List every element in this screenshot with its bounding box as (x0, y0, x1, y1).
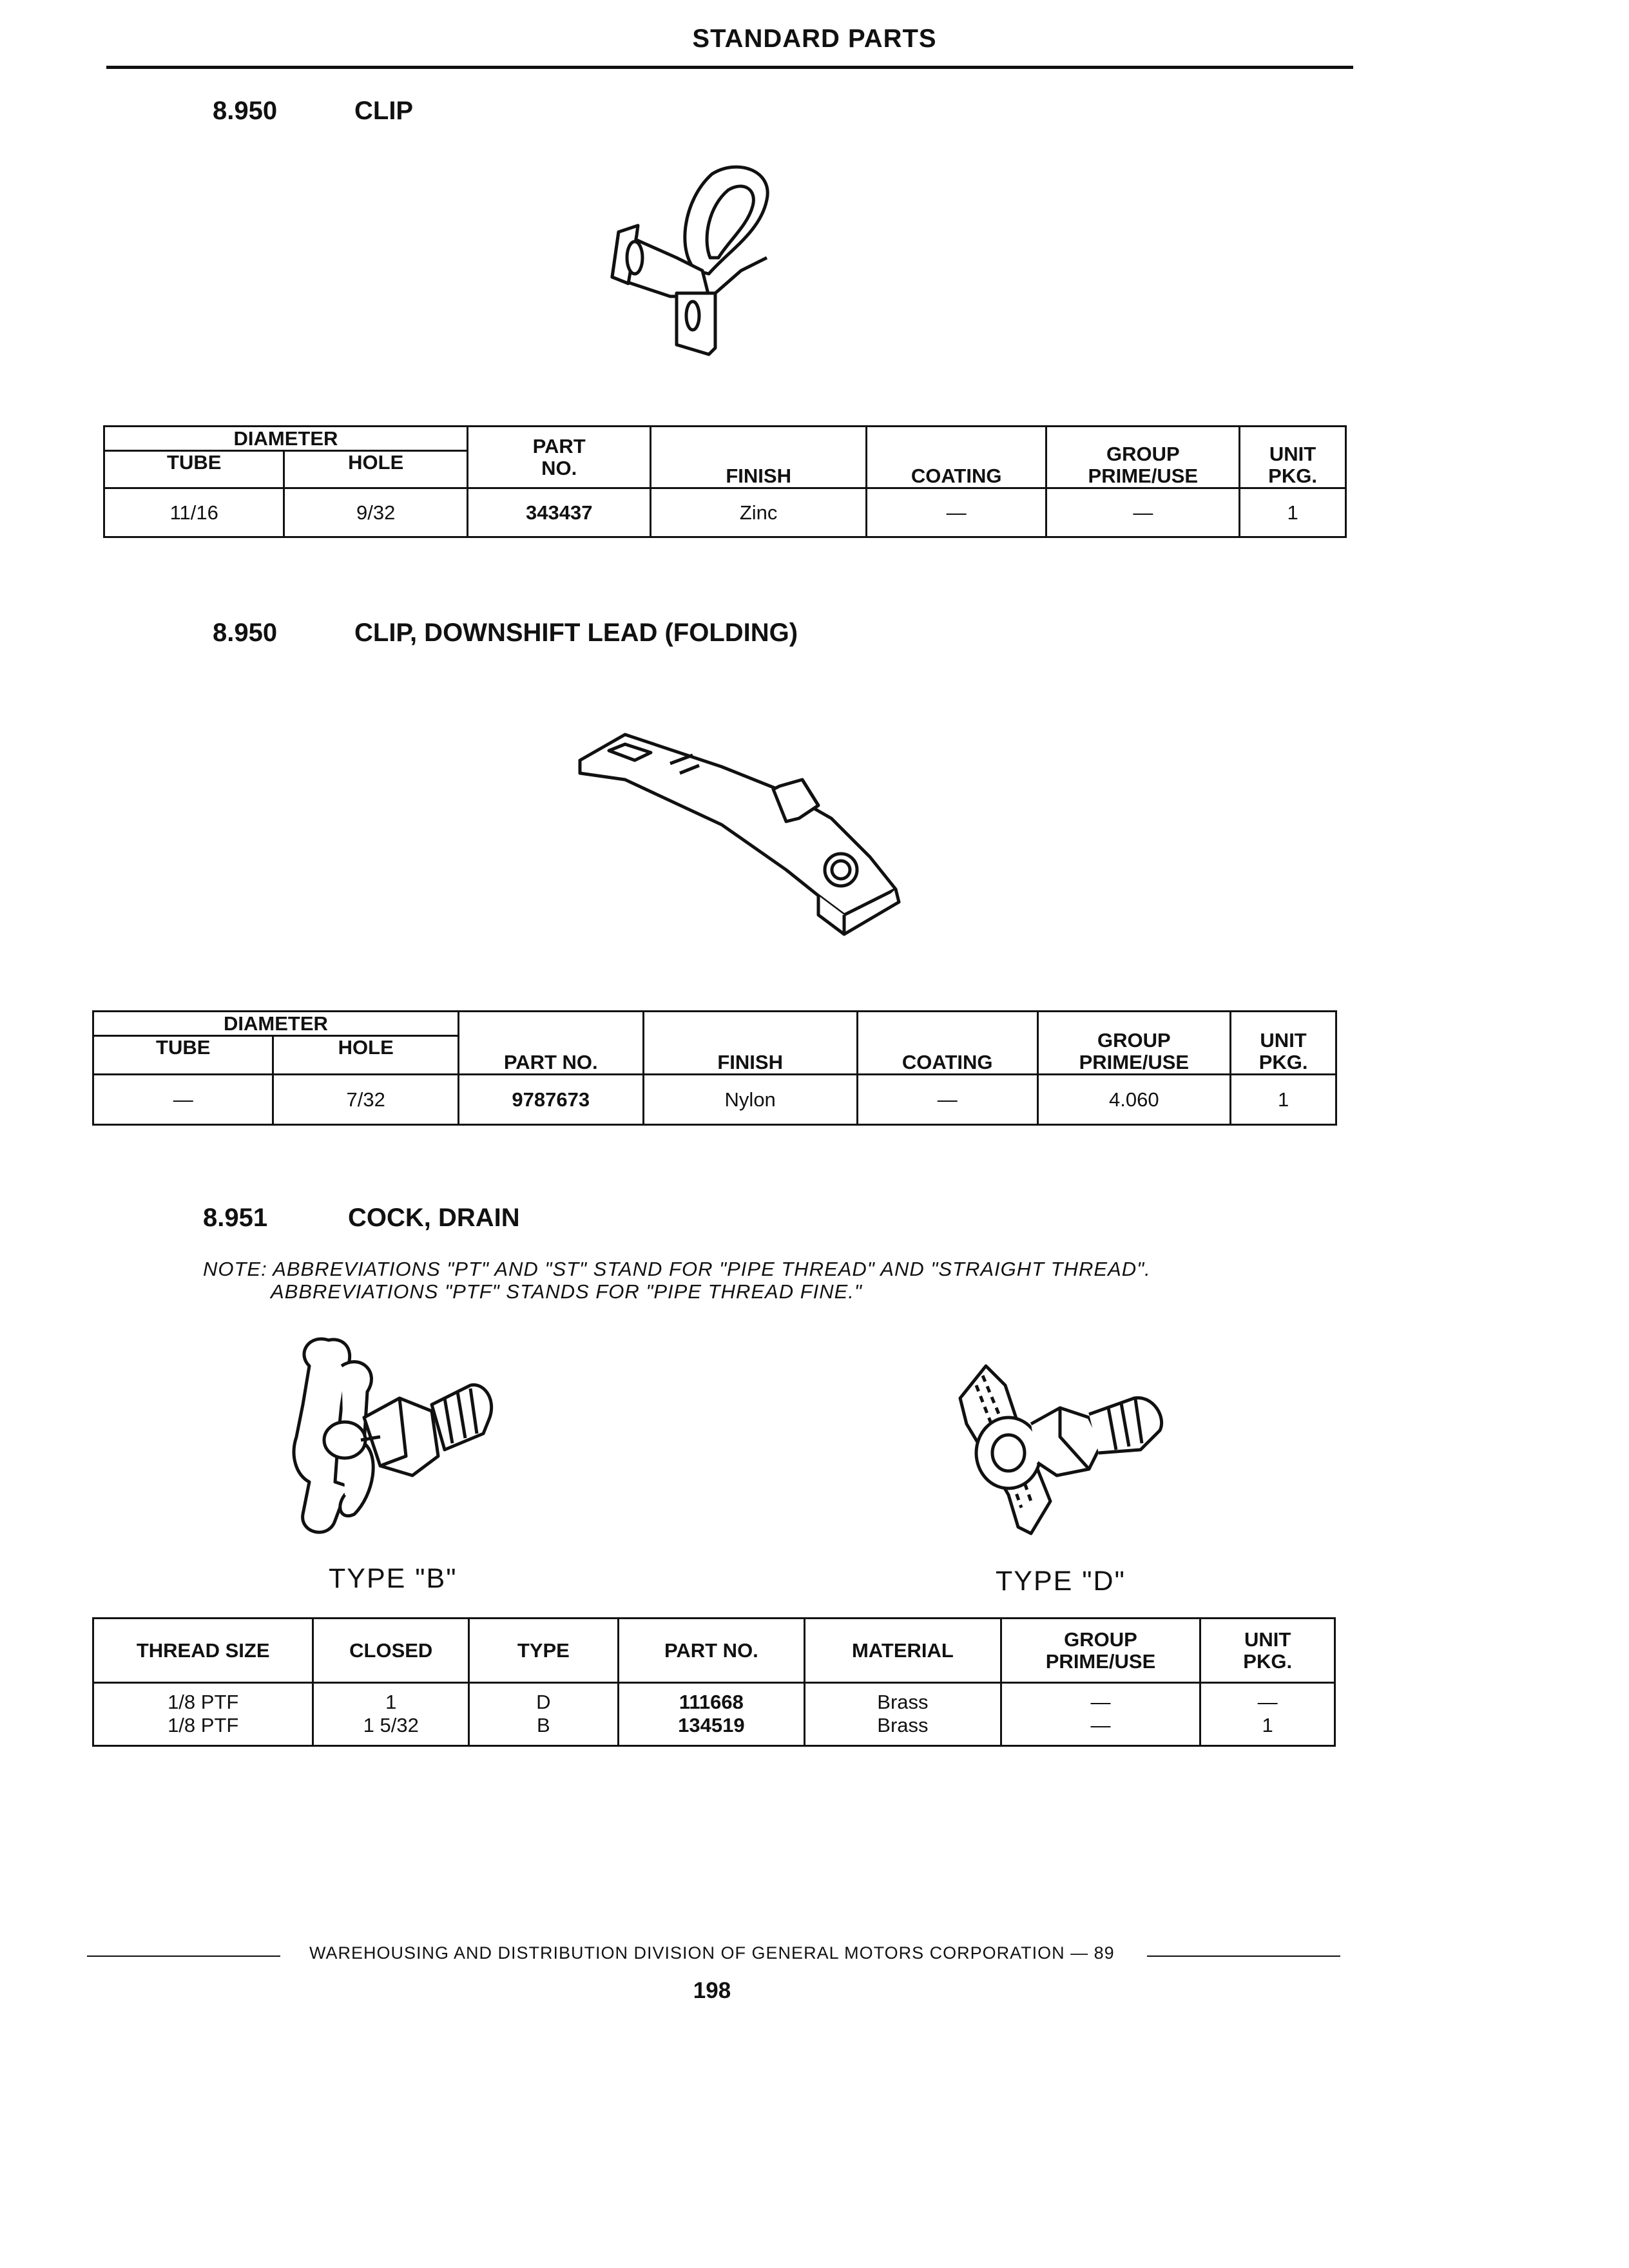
col-header-diameter: DIAMETER (93, 1012, 459, 1036)
col-header-unit: UNIT PKG. (1200, 1619, 1335, 1683)
cell-type: D (469, 1683, 619, 1714)
col-header-coating: COATING (866, 427, 1046, 488)
note-line-1: NOTE: ABBREVIATIONS "PT" AND "ST" STAND FOR "PIPE THREAD" AND "STRAIGHT THREAD". (203, 1258, 1151, 1280)
table-row (104, 488, 1346, 537)
cell-material: Brass (805, 1714, 1001, 1746)
cell-finish: Nylon (643, 1075, 857, 1125)
col-header-tube: TUBE (104, 451, 284, 488)
cell-group: 4.060 (1037, 1075, 1231, 1125)
drain-cock-parts-table (92, 1617, 1336, 1747)
section-title: COCK, DRAIN (348, 1204, 520, 1232)
type-d-label: TYPE "D" (996, 1566, 1126, 1597)
cell-material: Brass (805, 1683, 1001, 1714)
cell-closed: 1 5/32 (313, 1714, 469, 1746)
page-header: STANDARD PARTS (692, 24, 937, 53)
type-b-label: TYPE "B" (329, 1563, 458, 1594)
cell-group: — (1001, 1714, 1200, 1746)
cell-thread-size: 1/8 PTF (93, 1683, 313, 1714)
col-header-hole: HOLE (273, 1036, 458, 1075)
cell-finish: Zinc (651, 488, 866, 537)
cell-part-no: 111668 (618, 1683, 804, 1714)
drain-cock-type-b-icon (284, 1327, 516, 1540)
section-title: CLIP (354, 97, 414, 125)
col-header-coating: COATING (857, 1012, 1037, 1075)
cell-unit: 1 (1240, 488, 1346, 537)
cell-tube: — (93, 1075, 273, 1125)
cell-part-no: 343437 (467, 488, 651, 537)
header-rule (106, 66, 1353, 69)
col-header-tube: TUBE (93, 1036, 273, 1075)
cell-part-no: 134519 (618, 1714, 804, 1746)
cell-thread-size: 1/8 PTF (93, 1714, 313, 1746)
note-line-2: ABBREVIATIONS "PTF" STANDS FOR "PIPE THREAD FINE." (271, 1280, 862, 1303)
table-row (93, 1075, 1336, 1125)
col-header-material: MATERIAL (805, 1619, 1001, 1683)
col-header-finish: FINISH (643, 1012, 857, 1075)
col-header-group: GROUP PRIME/USE (1001, 1619, 1200, 1683)
cell-part-no: 9787673 (458, 1075, 643, 1125)
section-number: 8.951 (203, 1204, 268, 1232)
table-row (93, 1714, 1335, 1746)
col-header-thread-size: THREAD SIZE (93, 1619, 313, 1683)
clip-icon (599, 161, 812, 361)
cell-hole: 7/32 (273, 1075, 458, 1125)
col-header-part-no: PART NO. (618, 1619, 804, 1683)
cell-group: — (1046, 488, 1240, 537)
col-header-finish: FINISH (651, 427, 866, 488)
section-title: CLIP, DOWNSHIFT LEAD (FOLDING) (354, 619, 798, 647)
footer-text: WAREHOUSING AND DISTRIBUTION DIVISION OF GENERAL MOTORS CORPORATION — 89 (309, 1943, 1115, 1963)
col-header-part-no: PART NO. (467, 427, 651, 488)
col-header-diameter: DIAMETER (104, 427, 468, 451)
folding-clip-icon (574, 709, 921, 941)
col-header-group: GROUP PRIME/USE (1037, 1012, 1231, 1075)
col-header-hole: HOLE (284, 451, 467, 488)
cell-unit: — (1200, 1683, 1335, 1714)
table-row (93, 1683, 1335, 1714)
col-header-closed: CLOSED (313, 1619, 469, 1683)
footer-rule-left (87, 1956, 280, 1957)
col-header-type: TYPE (469, 1619, 619, 1683)
cell-type: B (469, 1714, 619, 1746)
page-number: 198 (693, 1978, 731, 2003)
cell-group: — (1001, 1683, 1200, 1714)
cell-unit: 1 (1231, 1075, 1336, 1125)
section-number: 8.950 (213, 619, 278, 647)
folding-clip-parts-table (92, 1010, 1337, 1126)
drain-cock-type-d-icon (947, 1347, 1179, 1540)
cell-tube: 11/16 (104, 488, 284, 537)
clip-parts-table (103, 425, 1347, 538)
col-header-part-no: PART NO. (458, 1012, 643, 1075)
cell-coating: — (857, 1075, 1037, 1125)
col-header-unit: UNIT PKG. (1231, 1012, 1336, 1075)
section-number: 8.950 (213, 97, 278, 125)
cell-coating: — (866, 488, 1046, 537)
footer-rule-right (1147, 1956, 1340, 1957)
cell-closed: 1 (313, 1683, 469, 1714)
col-header-unit: UNIT PKG. (1240, 427, 1346, 488)
cell-unit: 1 (1200, 1714, 1335, 1746)
col-header-group: GROUP PRIME/USE (1046, 427, 1240, 488)
cell-hole: 9/32 (284, 488, 467, 537)
